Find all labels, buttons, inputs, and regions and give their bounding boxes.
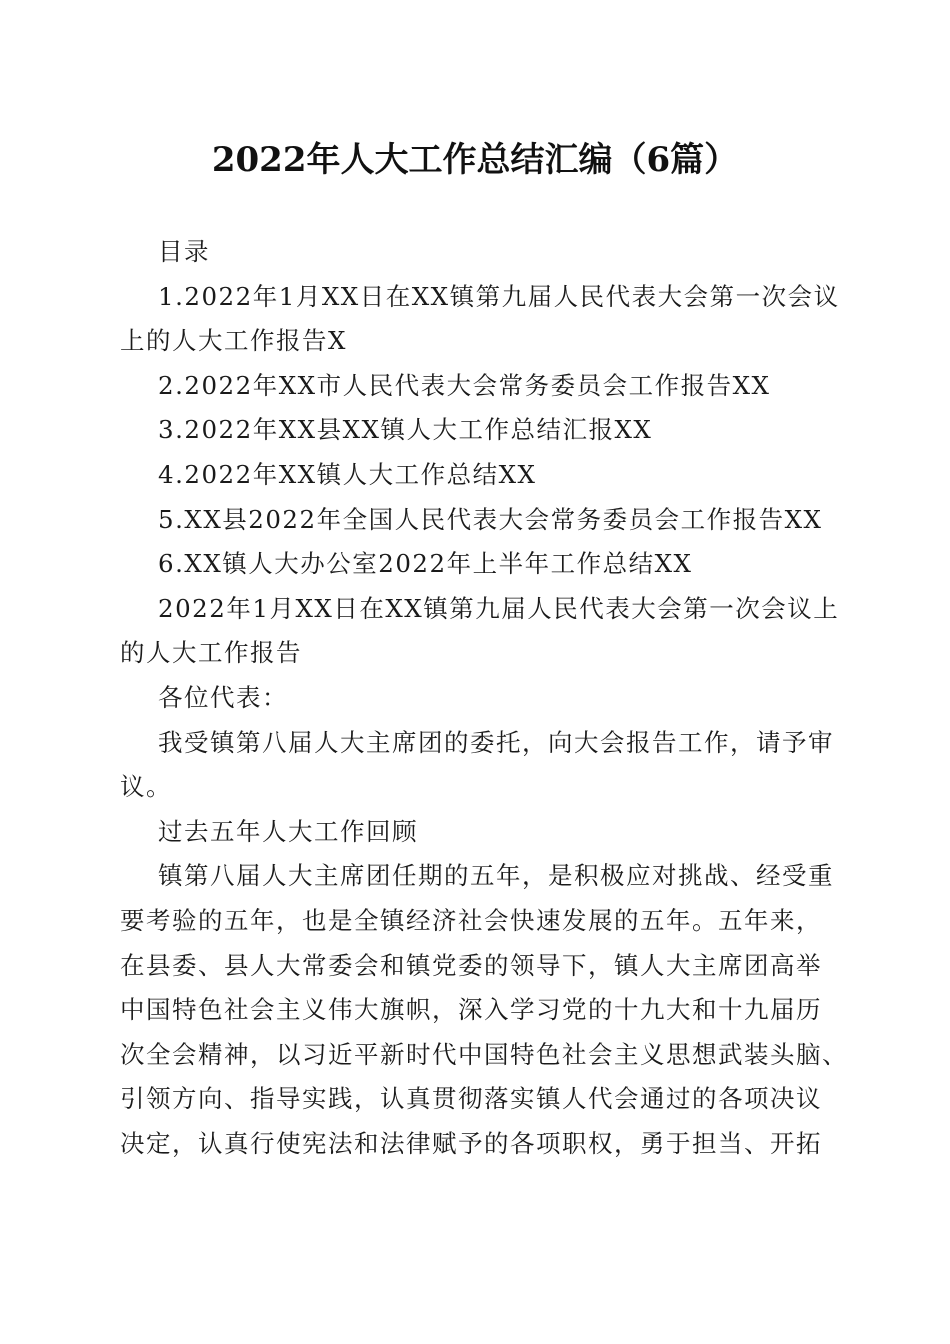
document-body	[120, 230, 848, 1166]
body-line: 次全会精神，以习近平新时代中国特色社会主义思想武装头脑、	[120, 1039, 848, 1069]
body-line: 上的人大工作报告X	[120, 326, 347, 356]
body-line: 过去五年人大工作回顾	[158, 816, 418, 846]
body-line: 6.XX镇人大办公室2022年上半年工作总结XX	[158, 549, 693, 579]
body-line: 各位代表：	[158, 682, 288, 712]
body-line: 5.XX县2022年全国人民代表大会常务委员会工作报告XX	[158, 504, 823, 534]
body-line: 中国特色社会主义伟大旗帜，深入学习党的十九大和十九届历	[120, 995, 822, 1025]
body-line: 2022年1月XX日在XX镇第九届人民代表大会第一次会议上	[158, 593, 840, 623]
body-line: 在县委、县人大常委会和镇党委的领导下，镇人大主席团高举	[120, 950, 822, 980]
body-line: 引领方向、指导实践，认真贯彻落实镇人代会通过的各项决议	[120, 1084, 822, 1114]
body-line: 2.2022年XX市人民代表大会常务委员会工作报告XX	[158, 370, 771, 400]
body-line: 决定，认真行使宪法和法律赋予的各项职权，勇于担当、开拓	[120, 1128, 822, 1158]
document-title: 2022年人大工作总结汇编（6篇）	[211, 140, 739, 180]
body-line: 镇第八届人大主席团任期的五年，是积极应对挑战、经受重	[158, 861, 834, 891]
body-line: 议。	[120, 772, 172, 802]
body-line: 要考验的五年，也是全镇经济社会快速发展的五年。五年来，	[120, 905, 822, 935]
body-line: 的人大工作报告	[120, 638, 302, 668]
body-line: 目录	[158, 237, 210, 266]
body-line: 我受镇第八届人大主席团的委托，向大会报告工作，请予审	[158, 727, 834, 757]
body-line: 1.2022年1月XX日在XX镇第九届人民代表大会第一次会议	[158, 281, 840, 311]
body-line: 4.2022年XX镇人大工作总结XX	[158, 459, 537, 489]
body-line: 3.2022年XX县XX镇人大工作总结汇报XX	[158, 415, 653, 445]
